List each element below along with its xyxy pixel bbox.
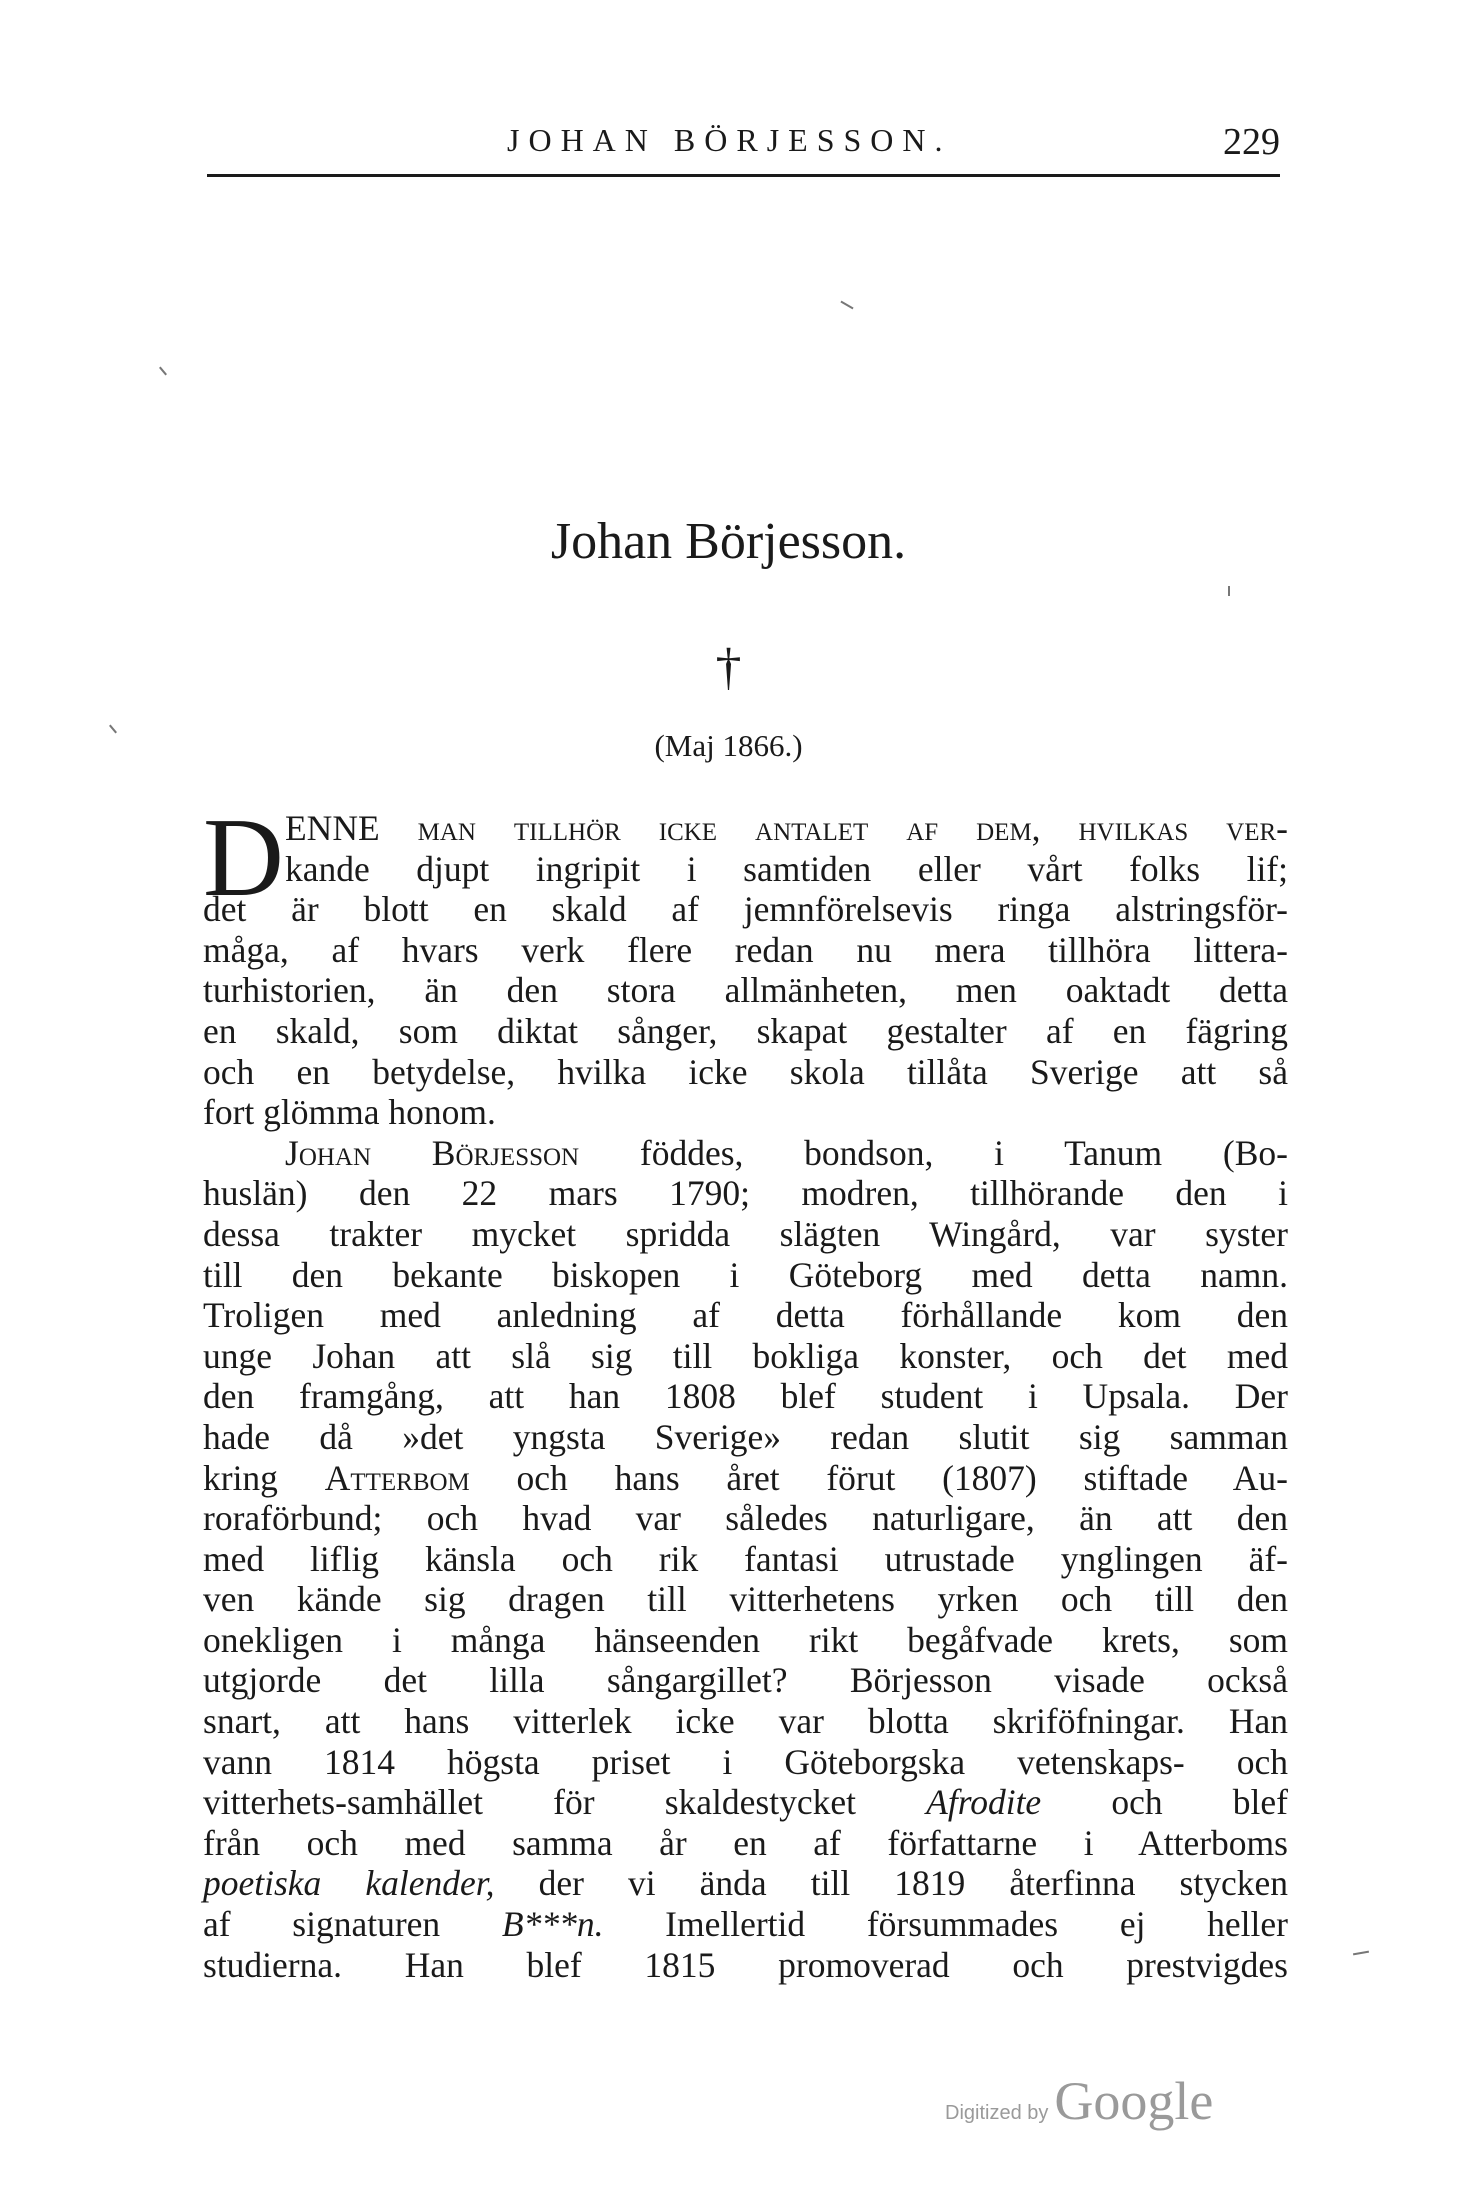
text-line — [203, 1458, 1288, 1499]
google-logo: Google — [1054, 2071, 1214, 2131]
text-line: till den bekante biskopen i Göteborg med detta namn. — [203, 1254, 1288, 1295]
text-line: utgjorde det lilla sångargillet? Börjesson visade också — [203, 1660, 1288, 1701]
text-line — [203, 808, 1288, 849]
text-line: vann 1814 högsta priset i Göteborgska vetenskaps- och — [203, 1741, 1288, 1782]
text-line: Troligen med anledning af detta förhållande kom den — [203, 1295, 1288, 1336]
text-line: det är blott en skald af jemnförelsevis ringa alstringsför- — [203, 889, 1288, 930]
text-line: dessa trakter mycket spridda slägten Wingård, var syster — [203, 1213, 1288, 1254]
text-line: en skald, som diktat sånger, skapat gestalter af en fägring — [203, 1010, 1288, 1051]
author-name: Johan Börjesson — [285, 1132, 580, 1173]
text-line: unge Johan att slå sig till bokliga konster, och det med — [203, 1335, 1288, 1376]
scan-speck — [1353, 1951, 1369, 1956]
chapter-date: (Maj 1866.) — [654, 728, 803, 763]
name-atterbom: Atterbom — [324, 1457, 470, 1498]
text-line: turhistorien, än den stora allmänheten, men oaktadt detta — [203, 970, 1288, 1011]
scan-speck — [1228, 586, 1230, 596]
text-line: fort glömma honom. — [203, 1092, 496, 1133]
text-span: föddes, bondson, i Tanum (Bo- — [579, 1132, 1289, 1173]
text-span: vitterhets-samhället för skaldestycket — [203, 1782, 927, 1823]
text-line: den framgång, att han 1808 blef student i Upsala. Der — [203, 1376, 1288, 1417]
text-line: med liflig känsla och rik fantasi utrustade ynglingen äf- — [203, 1538, 1288, 1579]
running-header — [207, 112, 1280, 172]
text-line: måga, af hvars verk flere redan nu mera tillhöra littera- — [203, 929, 1288, 970]
text-line: huslän) den 22 mars 1790; modren, tillhörande den i — [203, 1173, 1288, 1214]
chapter-title: Johan Börjesson. — [550, 513, 907, 570]
page-number: 229 — [1223, 121, 1280, 163]
death-cross: † — [715, 639, 742, 696]
text-line: roraförbund; och hvad var således naturligare, än att den — [203, 1498, 1288, 1539]
body-text — [203, 796, 1289, 1985]
text-line — [203, 1133, 1288, 1174]
text-line — [203, 1782, 1288, 1823]
running-title: JOHAN BÖRJESSON. — [507, 122, 952, 158]
digitized-watermark — [945, 2070, 1213, 2132]
text-line: studierna. Han blef 1815 promoverad och prestvigdes — [203, 1944, 1288, 1985]
text-line: kande djupt ingripit i samtiden eller vårt folks lif; — [285, 848, 1288, 889]
scan-speck — [159, 367, 167, 376]
work-title-afrodite: Afrodite — [926, 1782, 1042, 1823]
text-line: ven kände sig dragen till vitterhetens yrken och till den — [203, 1579, 1288, 1620]
text-span: ENNE man tillhör icke antalet af dem, hvilkas ver- — [285, 808, 1288, 848]
scan-speck — [840, 301, 853, 310]
text-span: der vi ända till 1819 återfinna stycken — [494, 1863, 1288, 1904]
drop-cap: D — [203, 796, 284, 920]
text-span: och hans året förut (1807) stiftade Au- — [469, 1457, 1289, 1498]
text-span: och blef — [1041, 1782, 1288, 1823]
work-title-kalender: poetiska kalender, — [203, 1863, 495, 1904]
text-span: af signaturen — [203, 1904, 502, 1945]
text-line — [203, 1863, 1288, 1904]
text-line — [203, 1904, 1288, 1945]
signature: B***n. — [501, 1904, 604, 1945]
text-line: snart, att hans vitterlek icke var blotta skriföfningar. Han — [203, 1701, 1288, 1742]
text-span: Imellertid försummades ej heller — [603, 1904, 1288, 1945]
text-line: onekligen i många hänseenden rikt begåfvade krets, som — [203, 1619, 1288, 1660]
header-rule — [207, 174, 1280, 177]
text-line: från och med samma år en af författarne i Atterboms — [203, 1822, 1288, 1863]
text-line: och en betydelse, hvilka icke skola tillåta Sverige att så — [203, 1051, 1288, 1092]
text-line: hade då »det yngsta Sverige» redan slutit sig samman — [203, 1416, 1288, 1457]
digitized-by-label: Digitized by — [945, 2102, 1049, 2124]
text-span: kring — [203, 1457, 325, 1498]
